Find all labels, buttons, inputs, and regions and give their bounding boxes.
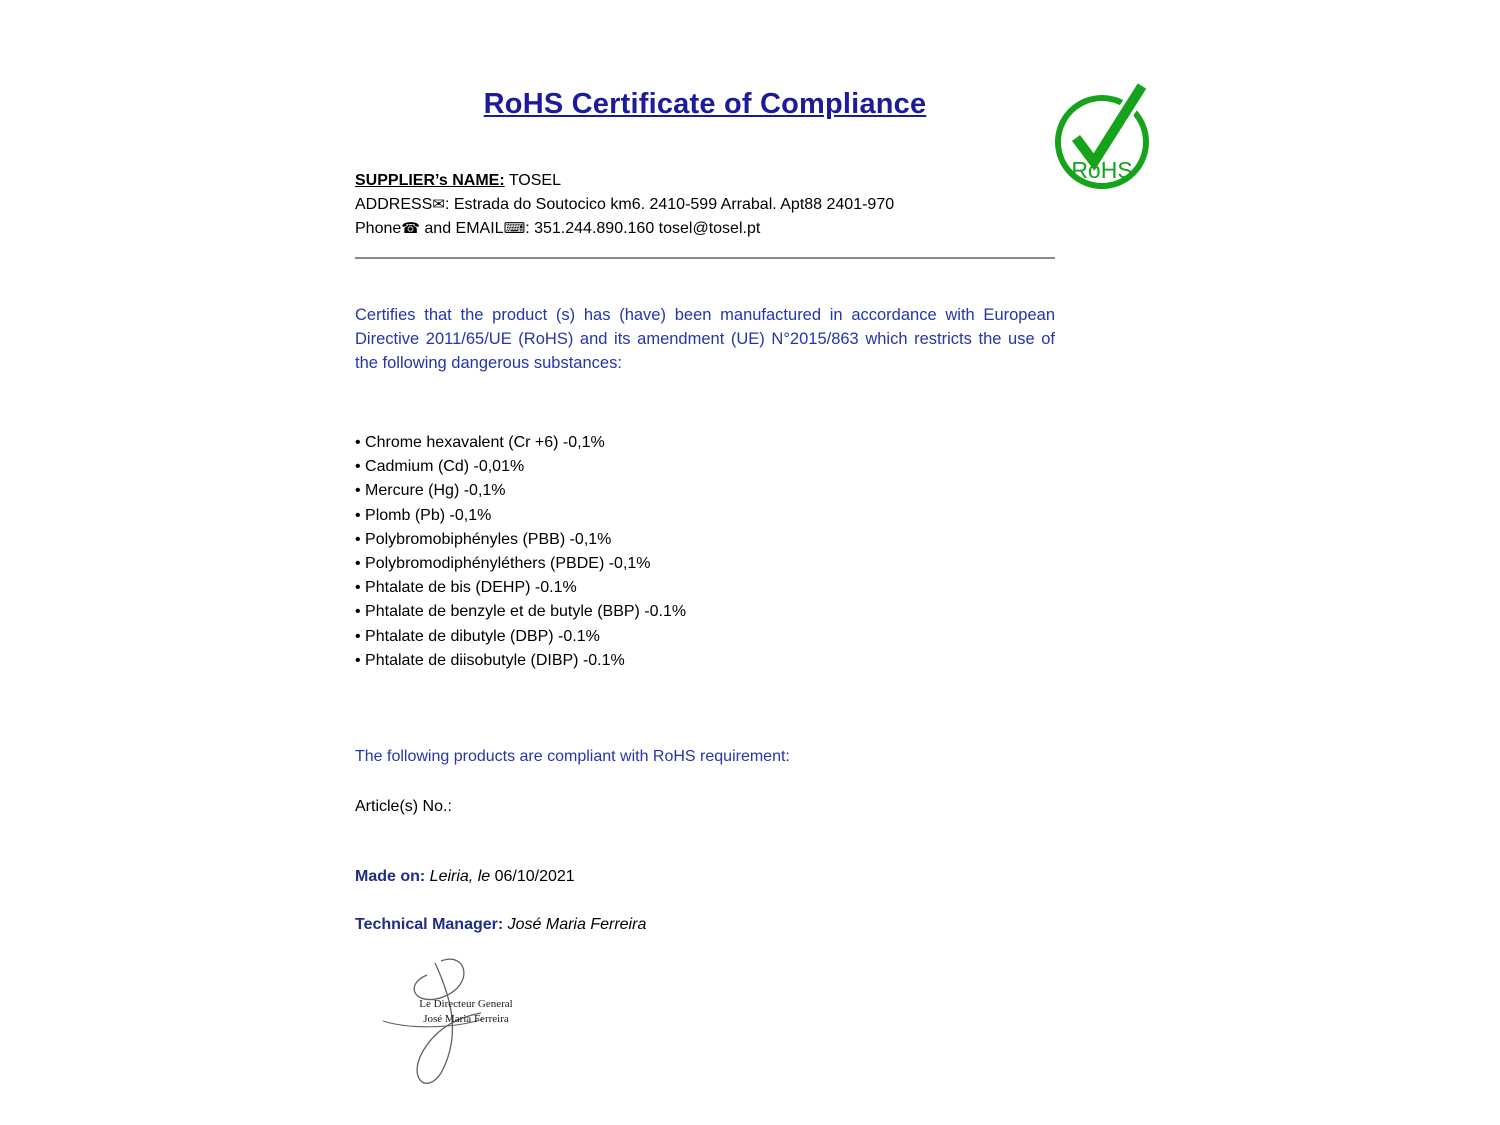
list-item: • Polybromodiphényléthers (PBDE) -0,1% (355, 552, 1055, 576)
compliance-statement: The following products are compliant with RoHS requirement: (355, 748, 790, 766)
signature-text (391, 997, 541, 1027)
document-content (355, 88, 1055, 1095)
list-item: • Cadmium (Cd) -0,01% (355, 455, 1055, 479)
supplier-name-label: SUPPLIER’s NAME: (355, 172, 505, 189)
technical-manager-value: José Maria Ferreira (503, 916, 647, 934)
list-item: • Phtalate de dibutyle (DBP) -0.1% (355, 625, 1055, 649)
supplier-block (355, 169, 1055, 241)
rohs-logo-graphic (1052, 80, 1152, 192)
signature-block (363, 955, 583, 1095)
email-label: and EMAIL (419, 220, 504, 237)
made-on-date: 06/10/2021 (490, 868, 575, 886)
article-number-label: Article(s) No.: (355, 798, 452, 816)
supplier-name-value: TOSEL (504, 172, 561, 189)
supplier-contact-line (355, 217, 1055, 241)
phone-label: Phone (355, 220, 402, 237)
supplier-name-line (355, 169, 1055, 193)
list-item: • Phtalate de diisobutyle (DIBP) -0.1% (355, 649, 1055, 673)
envelope-icon: ✉ (432, 196, 445, 213)
computer-icon: ⌨ (503, 220, 526, 237)
list-item: • Mercure (Hg) -0,1% (355, 479, 1055, 503)
substances-list (355, 431, 1055, 673)
divider (355, 257, 1055, 259)
signature-name: José Maria Ferreira (423, 1013, 509, 1026)
address-value: : Estrada do Soutocico km6. 2410-599 Arrabal. Apt88 2401-970 (444, 196, 895, 213)
signature-stroke-top (414, 959, 464, 999)
list-item: • Phtalate de bis (DEHP) -0.1% (355, 576, 1055, 600)
technical-manager-label: Technical Manager: (355, 916, 504, 934)
made-on-place: Leiria, le (425, 868, 491, 886)
address-label: ADDRESS (355, 196, 433, 213)
contact-value: : 351.244.890.160 tosel@tosel.pt (525, 220, 761, 237)
signature-title: Le Directeur General (419, 998, 513, 1011)
rohs-logo (1052, 80, 1152, 192)
list-item: • Polybromobiphényles (PBB) -0,1% (355, 528, 1055, 552)
logo-text: RoHS (1071, 157, 1133, 183)
list-item: • Plomb (Pb) -0,1% (355, 504, 1055, 528)
made-on-line (355, 865, 1055, 889)
phone-icon: ☎ (401, 220, 420, 237)
supplier-address-line (355, 193, 1055, 217)
list-item: • Chrome hexavalent (Cr +6) -0,1% (355, 431, 1055, 455)
list-item: • Phtalate de benzyle et de butyle (BBP) -0.1% (355, 600, 1055, 624)
page-title: RoHS Certificate of Compliance (483, 88, 927, 120)
technical-manager-line (355, 913, 1055, 937)
certification-paragraph: Certifies that the product (s) has (have) been manufactured in accordance with European Directive 2011/65/UE (RoHS) and its amendment (UE) N°2015/863 which restricts the use of the following dangerous substances: (355, 306, 1055, 372)
made-on-label: Made on: (355, 868, 426, 886)
